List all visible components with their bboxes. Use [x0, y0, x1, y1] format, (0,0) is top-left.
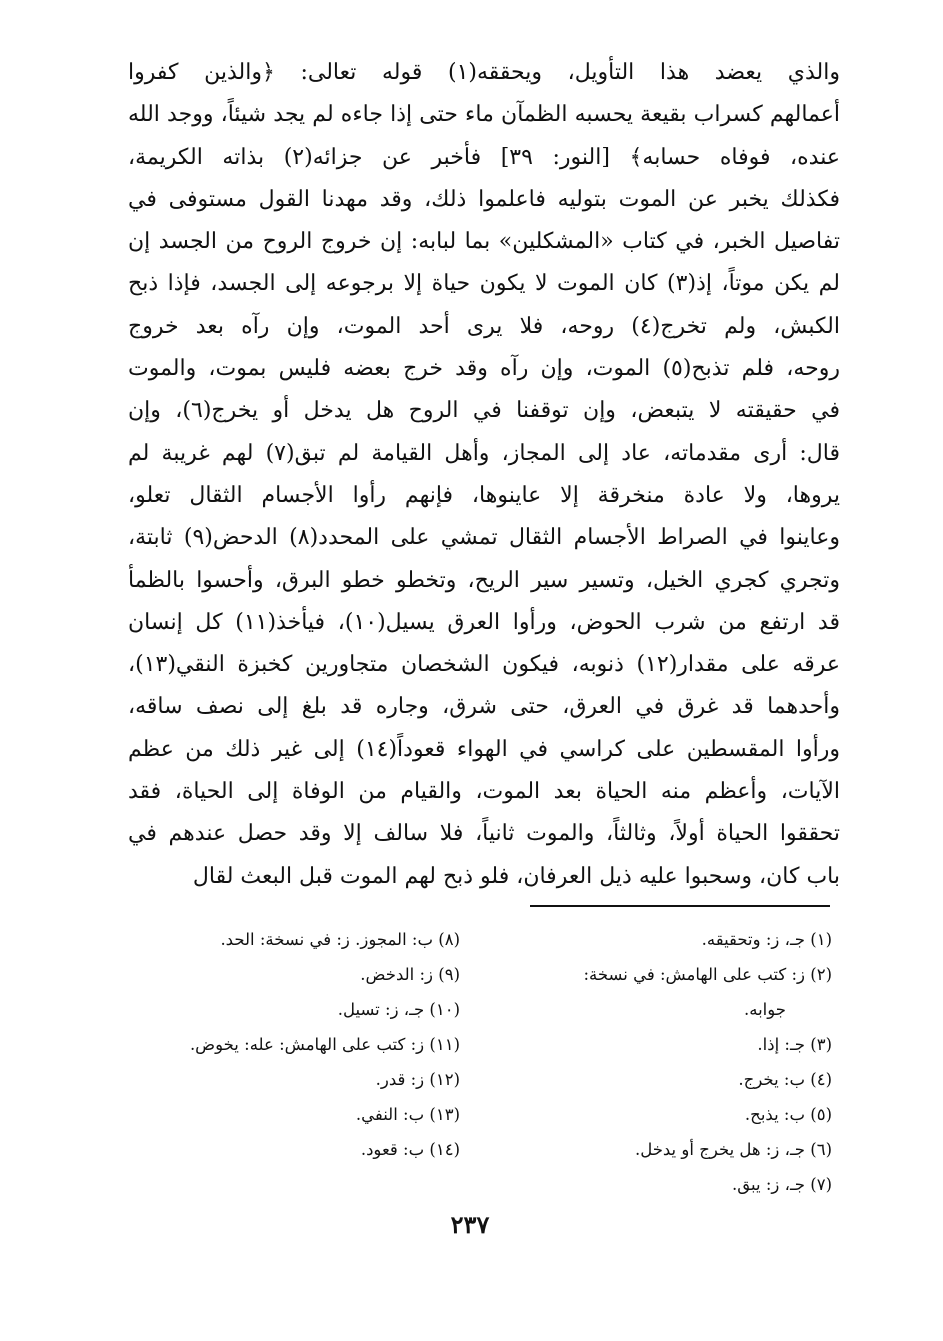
text-line: الآيات، وأعظم منه الحياة بعد الموت، والقيام من الوفاة إلى الحياة، فقد — [128, 779, 840, 805]
footnotes-left-column — [130, 922, 460, 1167]
footnotes-right-column — [502, 922, 832, 1202]
text-line: تحققوا الحياة أولاً، وثالثاً، والموت ثانياً، فلا سالف إلا وقد حصل عندهم في — [128, 821, 840, 847]
text-line: روحه، فلم تذبح(٥) الموت، وإن رآه وقد خرج بعضه فليس بموت، والموت — [128, 356, 840, 382]
footnote: (٤) ب: يخرج. — [738, 1070, 832, 1089]
text-line: وأحدهما قد غرق في العرق، حتى شرق، وجاره قد بلغ إلى نصف ساقه، — [128, 694, 840, 720]
text-line: وتجري كجري الخيل، وتسير سير الريح، وتخطو خطو البرق، وأحسوا بالظمأ — [128, 567, 840, 593]
footnote: (١٠) جـ، ز: تسيل. — [337, 1000, 460, 1019]
text-line: الكبش، ولم تخرج(٤) روحه، فلا يرى أحد الموت، وإن رآه بعد خروج — [128, 313, 840, 339]
page-number: ٢٣٧ — [450, 1210, 490, 1239]
text-line: والذي يعضد هذا التأويل، ويحققه(١) قوله تعالى: ﴿والذين كفروا — [128, 60, 840, 85]
footnote: (٩) ز: الدخض. — [360, 965, 460, 984]
text-line: في حقيقته لا يتبعض، وإن توقفنا في الروح هل يدخل أو يخرج(٦)، وإن — [128, 398, 840, 424]
footnote: (١٢) ز: قدر. — [375, 1070, 460, 1089]
footnote: (١٤) ب: قعود. — [360, 1140, 460, 1159]
text-line: قال: أرى مقدماته، عاد إلى المجاز، وأهل القيامة لم تبق(٧) لهم غريبة لم — [128, 440, 840, 466]
text-line: عنده، فوفاه حسابه﴾ [النور: ٣٩] فأخبر عن جزائه(٢) بذاته الكريمة، — [128, 144, 840, 170]
text-line: باب كان، وسحبوا عليه ذيل العرفان، فلو ذبح لهم الموت قبل البعث لقال — [192, 863, 840, 889]
footnote-separator — [530, 905, 830, 907]
text-line: تفاصيل الخبر، في كتاب «المشكلين» بما لبابه: إن خروج الروح من الجسد إن — [128, 229, 840, 255]
main-text — [128, 52, 840, 898]
text-line: لم يكن موتاً، إذ(٣) كان الموت لا يكون حياة إلا برجوعه إلى الجسد، فإذا ذبح — [128, 271, 840, 297]
footnote: (٨) ب: المجوز. ز: في نسخة: الحد. — [220, 930, 460, 949]
footnote: (١) جـ، ز: وتحقيقه. — [701, 930, 832, 949]
footnote: (٦) جـ، ز: هل يخرج أو يدخل. — [634, 1140, 832, 1159]
footnote: (٧) جـ، ز: يبق. — [732, 1175, 832, 1194]
text-line: وعاينوا في الصراط الأجسام الثقال تمشي على المحدد(٨) الدحض(٩) ثابتة، — [128, 525, 840, 551]
text-line: أعمالهم كسراب بقيعة يحسبه الظمآن ماء حتى إذا جاءه لم يجد شيئاً، ووجد الله — [128, 102, 840, 128]
footnote: (٣) جـ: إذا. — [757, 1035, 832, 1054]
footnote: (١١) ز: كتب على الهامش: عله: يخوض. — [189, 1035, 460, 1054]
footnote: (٥) ب: يذبح. — [744, 1105, 832, 1124]
text-line: يروها، ولا عادة منخرقة إلا عاينوها، فإنهم رأوا الأجسام الثقال تعلو، — [128, 482, 840, 508]
footnote-continuation: جوابه. — [744, 1000, 786, 1019]
footnote: (١٣) ب: النفي. — [355, 1105, 460, 1124]
text-line: ورأوا المقسطين على كراسي في الهواء قعوداً(١٤) إلى غير ذلك من عظم — [128, 736, 840, 762]
text-line: عرقه على مقدار(١٢) ذنوبه، فيكون الشخصان متجاورين كخبزة النقي(١٣)، — [128, 652, 840, 678]
footnote: (٢) ز: كتب على الهامش: في نسخة: — [583, 965, 832, 984]
text-line: فكذلك يخبر عن الموت بتوليه فاعلموا ذلك، وقد مهدنا القول مستوفى في — [128, 186, 840, 212]
text-line: قد ارتفع من شرب الحوض، ورأوا العرق يسيل(١٠)، فيأخذ(١١) كل إنسان — [128, 609, 840, 635]
